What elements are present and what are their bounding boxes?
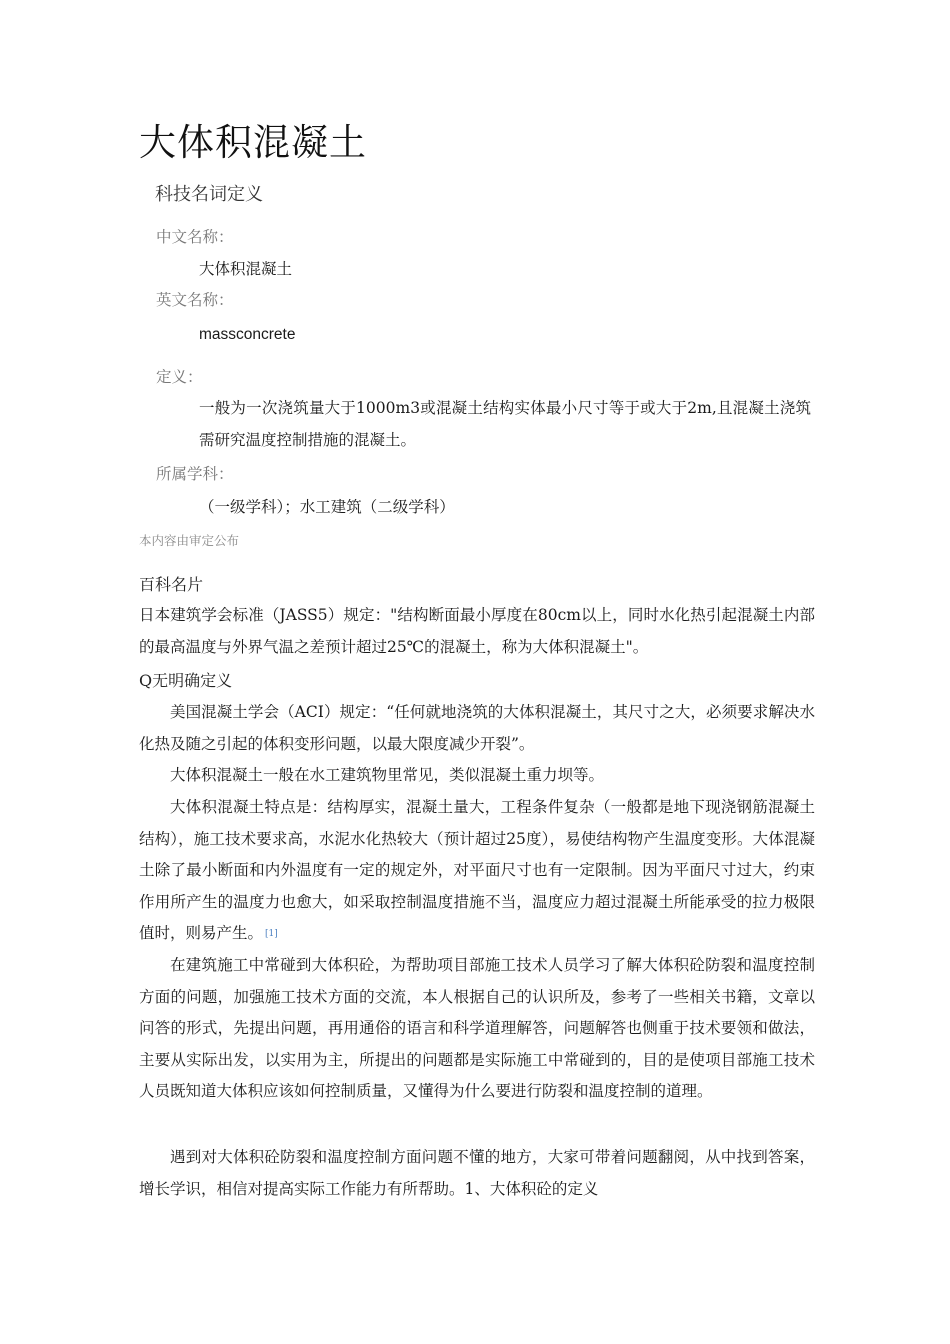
no-clear-definition-heading: Q无明确定义 — [139, 671, 233, 690]
approval-note: 本内容由审定公布 — [139, 533, 240, 548]
term-definition-heading: 科技名词定义 — [155, 184, 263, 205]
common-usage-paragraph: 大体积混凝土一般在水工建筑物里常见，类似混凝土重力坝等。 — [170, 766, 605, 784]
chinese-name-label: 中文名称： — [156, 228, 234, 246]
english-name-label: 英文名称： — [156, 291, 234, 309]
subject-value: （一级学科）；水工建筑（二级学科） — [199, 498, 455, 516]
baike-card-heading: 百科名片 — [139, 575, 204, 594]
jass-definition-paragraph: 日本建筑学会标准（JASS5）规定："结构断面最小厚度在80cm以上，同时水化热引起混凝土内部的最高温度与外界气温之差预计超过25℃的混凝土，称为大体积混凝土"。 — [139, 606, 815, 656]
purpose-paragraph: 在建筑施工中常碰到大体积砼，为帮助项目部施工技术人员学习了解大体积砼防裂和温度控制方面的问题，加强施工技术方面的交流，本人根据自己的认识所及，参考了一些相关书籍，文章以问答的形式，先提出问题，再用通俗的语言和科学道理解答，问题解答也侧重于技术要领和做法，主要从实际出发，以实用为主，所提出的问题都是实际施工中常碰到的，目的是使项目部施工技术人员既知道大体积应该如何控制质量，又懂得为什么要进行防裂和温度控制的道理。 — [139, 956, 815, 1100]
closing-paragraph: 遇到对大体积砼防裂和温度控制方面问题不懂的地方，大家可带着问题翻阅，从中找到答案，增长学识，相信对提高实际工作能力有所帮助。1、大体积砼的定义 — [139, 1148, 815, 1198]
english-name-value: massconcrete — [199, 326, 296, 343]
features-paragraph — [139, 792, 815, 951]
definition-label: 定义： — [156, 368, 203, 386]
chinese-name-value: 大体积混凝土 — [199, 260, 293, 278]
citation-link[interactable]: [1] — [265, 929, 278, 939]
subject-label: 所属学科： — [156, 465, 234, 483]
document-title: 大体积混凝土 — [139, 121, 367, 164]
aci-definition-paragraph: 美国混凝土学会（ACI）规定：“任何就地浇筑的大体积混凝土，其尺寸之大，必须要求解决水化热及随之引起的体积变形问题，以最大限度减少开裂”。 — [139, 703, 815, 753]
definition-value: 一般为一次浇筑量大于1000m3或混凝土结构实体最小尺寸等于或大于2m,且混凝土浇筑需研究温度控制措施的混凝土。 — [199, 399, 811, 449]
features-text: 大体积混凝土特点是：结构厚实，混凝土量大，工程条件复杂（一般都是地下现浇钢筋混凝土结构），施工技术要求高，水泥水化热较大（预计超过25度），易使结构物产生温度变形。大体混凝土除了最小断面和内外温度有一定的规定外，对平面尺寸也有一定限制。因为平面尺寸过大，约束作用所产生的温度力也愈大，如采取控制温度措施不当，温度应力超过混凝土所能承受的拉力极限值时，则易产生。 — [139, 798, 815, 942]
